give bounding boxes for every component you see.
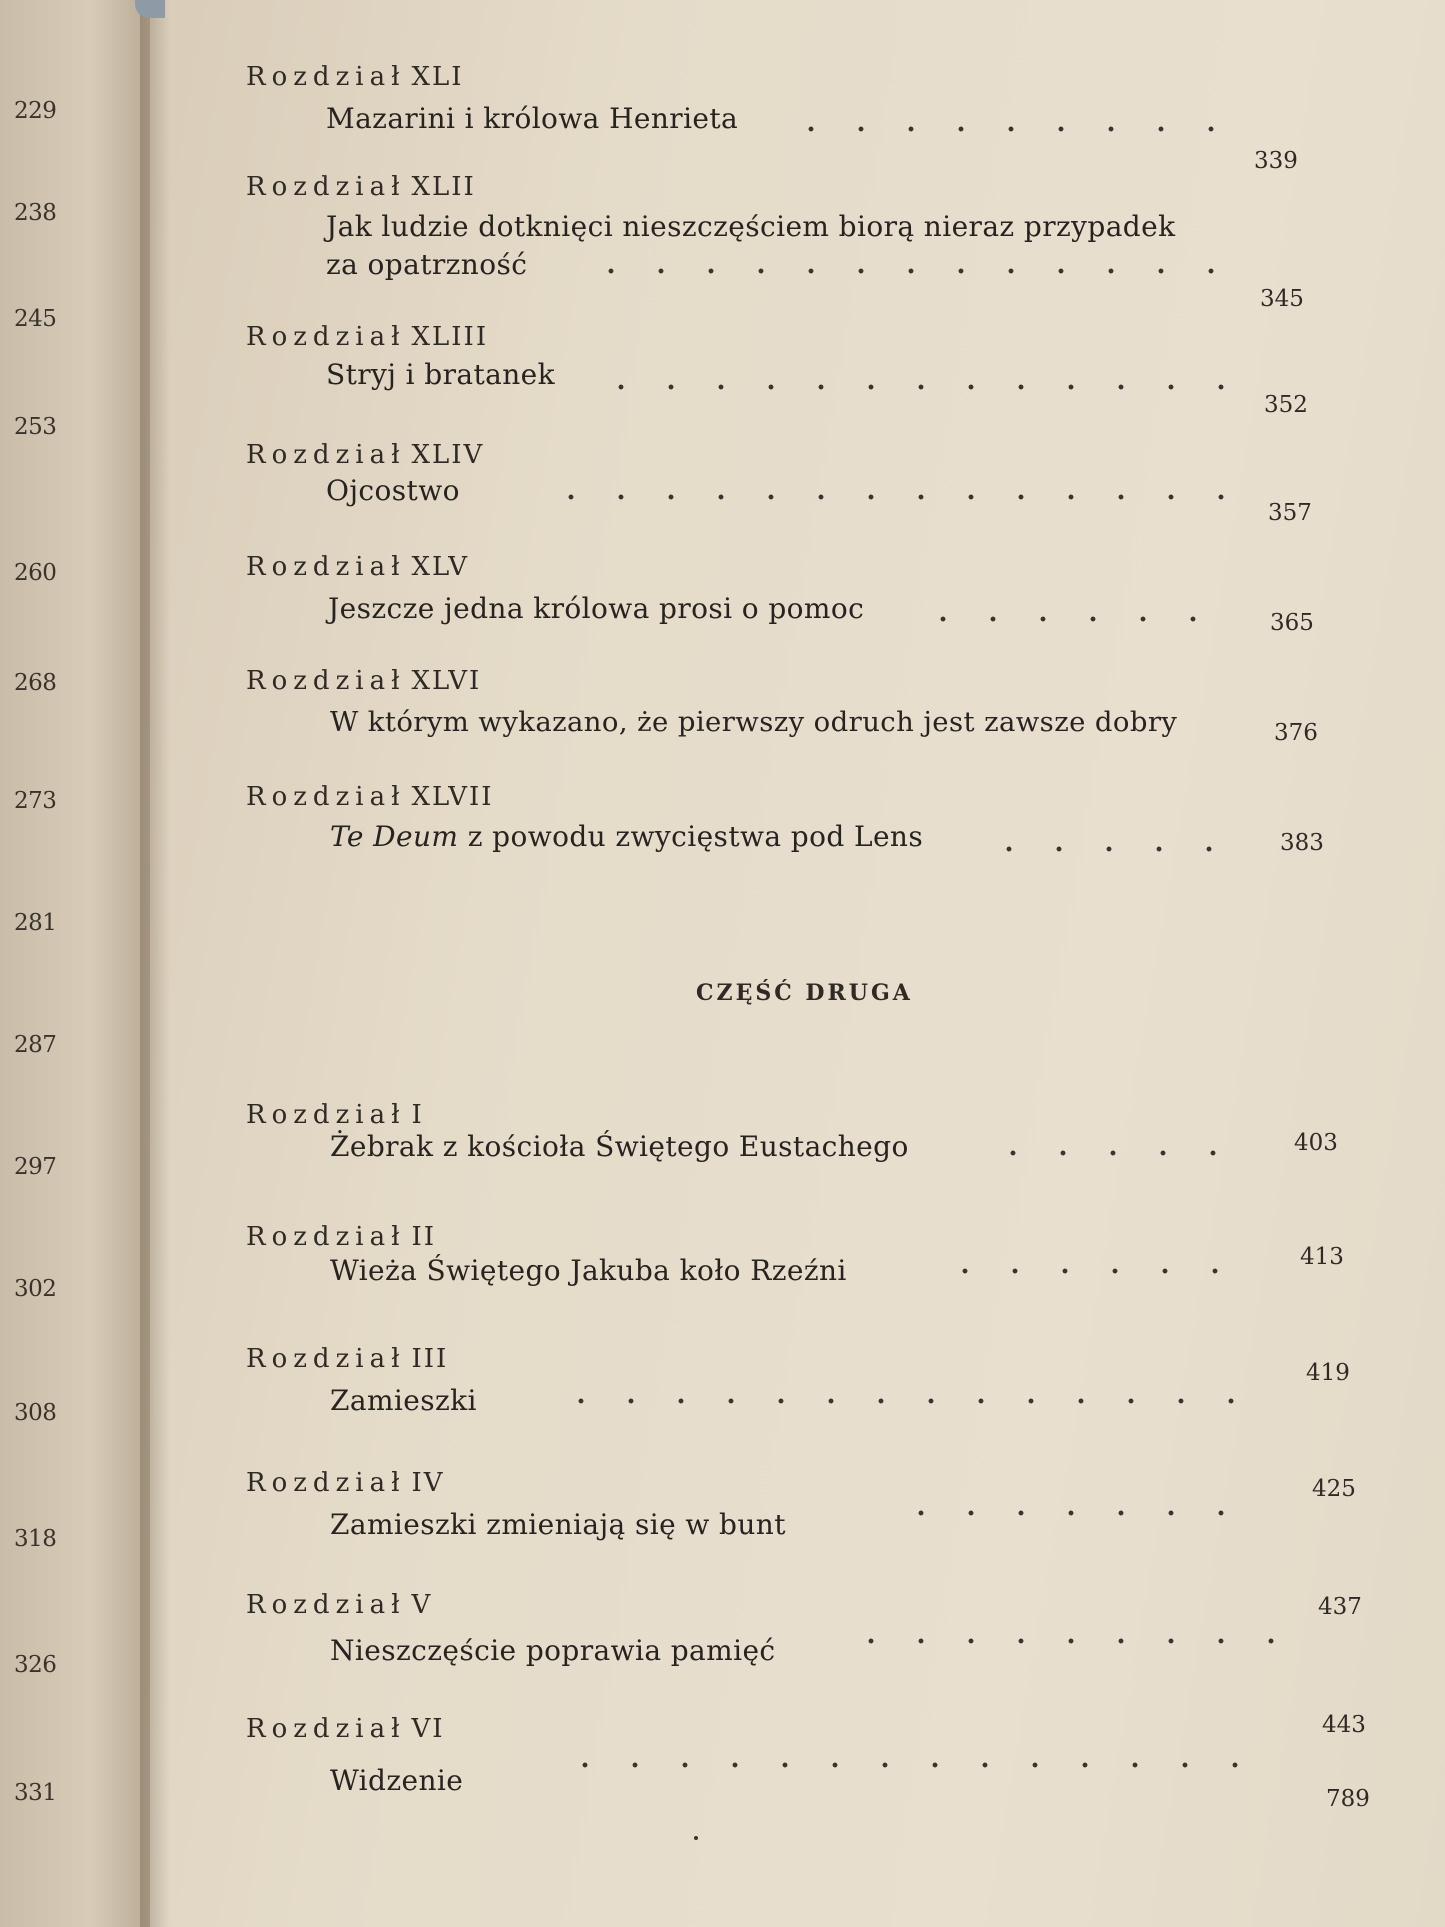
dot-leader bbox=[918, 616, 1234, 622]
margin-page-number: 229 bbox=[14, 98, 57, 124]
dot-leader bbox=[596, 384, 1232, 390]
dot-leader bbox=[786, 126, 1226, 132]
chapter-title: Stryj i bratanek bbox=[326, 358, 555, 391]
chapter-title: Wieża Świętego Jakuba koło Rzeźni bbox=[330, 1254, 847, 1287]
chapter-title: Nieszczęście poprawia pamięć bbox=[330, 1634, 776, 1667]
bottom-page-number: 789 bbox=[1326, 1786, 1370, 1812]
chapter-label: Rozdział III bbox=[246, 1344, 449, 1374]
page-number: 403 bbox=[1294, 1130, 1338, 1156]
chapter-label: Rozdział XLVII bbox=[246, 782, 494, 812]
page-number: 413 bbox=[1300, 1244, 1344, 1270]
dot-leader bbox=[988, 1150, 1252, 1156]
dot-leader bbox=[846, 1638, 1276, 1644]
chapter-label: Rozdział VI bbox=[246, 1714, 445, 1744]
chapter-title: Zamieszki bbox=[330, 1384, 477, 1417]
page-number: 352 bbox=[1264, 392, 1308, 418]
chapter-label: Rozdział XLV bbox=[246, 552, 469, 582]
chapter-title: Żebrak z kościoła Świętego Eustachego bbox=[330, 1130, 909, 1163]
page-number: 437 bbox=[1318, 1594, 1362, 1620]
chapter-title-continued: za opatrzność bbox=[326, 248, 528, 281]
chapter-title-italic: Te Deum bbox=[330, 820, 459, 853]
dot-leader bbox=[940, 1268, 1258, 1274]
part-heading: CZĘŚĆ DRUGA bbox=[696, 980, 913, 1006]
margin-page-number: 260 bbox=[14, 560, 57, 586]
dot-leader bbox=[896, 1510, 1266, 1516]
page-number: 443 bbox=[1322, 1712, 1366, 1738]
margin-page-number: 287 bbox=[14, 1032, 57, 1058]
chapter-title: Zamieszki zmieniają się w bunt bbox=[330, 1508, 786, 1541]
page-number: 365 bbox=[1270, 610, 1314, 636]
page-number: 376 bbox=[1274, 720, 1318, 746]
chapter-title: Jeszcze jedna królowa prosi o pomoc bbox=[328, 592, 865, 625]
chapter-label: Rozdział XLII bbox=[246, 172, 476, 202]
margin-page-number: 297 bbox=[14, 1154, 57, 1180]
chapter-title: Te Deum z powodu zwycięstwa pod Lens bbox=[330, 820, 924, 853]
margin-page-number: 245 bbox=[14, 306, 57, 332]
chapter-label: Rozdział XLIV bbox=[246, 440, 485, 470]
chapter-title: Widzenie bbox=[330, 1764, 464, 1797]
margin-page-number: 308 bbox=[14, 1400, 57, 1426]
page-number: 419 bbox=[1306, 1360, 1350, 1386]
page-number: 339 bbox=[1254, 148, 1298, 174]
chapter-label: Rozdział XLIII bbox=[246, 322, 489, 352]
chapter-title: Jak ludzie dotknięci nieszczęściem biorą nieraz przypadek bbox=[326, 210, 1176, 243]
chapter-label: Rozdział II bbox=[246, 1222, 437, 1252]
margin-page-number: 268 bbox=[14, 670, 57, 696]
book-gutter-shadow bbox=[140, 0, 170, 1927]
left-page-edge bbox=[0, 0, 150, 1927]
margin-page-number: 281 bbox=[14, 910, 57, 936]
margin-page-number: 331 bbox=[14, 1780, 57, 1806]
margin-page-number: 302 bbox=[14, 1276, 57, 1302]
dot-leader bbox=[546, 494, 1236, 500]
dot-leader bbox=[586, 268, 1226, 274]
chapter-title: Mazarini i królowa Henrieta bbox=[326, 102, 739, 135]
chapter-label: Rozdział IV bbox=[246, 1468, 445, 1498]
page-number: 425 bbox=[1312, 1476, 1356, 1502]
chapter-title: Ojcostwo bbox=[326, 474, 460, 507]
page-number: 345 bbox=[1260, 286, 1304, 312]
chapter-label: Rozdział XLVI bbox=[246, 666, 482, 696]
dot-leader bbox=[556, 1398, 1266, 1404]
page-number: 383 bbox=[1280, 830, 1324, 856]
page-number: 357 bbox=[1268, 500, 1312, 526]
dot-leader bbox=[984, 846, 1240, 852]
margin-page-number: 318 bbox=[14, 1526, 57, 1552]
margin-page-number: 326 bbox=[14, 1652, 57, 1678]
margin-page-number: 253 bbox=[14, 414, 57, 440]
dot-leader bbox=[560, 1762, 1280, 1768]
margin-page-number: 238 bbox=[14, 200, 57, 226]
chapter-label: Rozdział I bbox=[246, 1100, 424, 1130]
ink-speck bbox=[694, 1836, 698, 1840]
margin-page-number: 273 bbox=[14, 788, 57, 814]
chapter-label: Rozdział V bbox=[246, 1590, 433, 1620]
chapter-title: W którym wykazano, że pierwszy odruch jest zawsze dobry bbox=[330, 706, 1178, 738]
chapter-label: Rozdział XLI bbox=[246, 62, 464, 92]
